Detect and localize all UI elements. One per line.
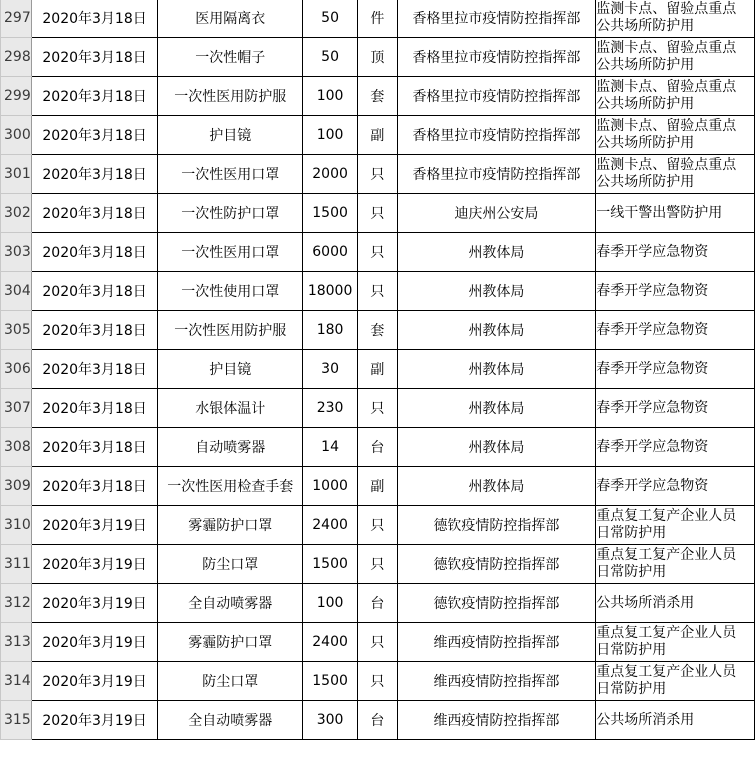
purpose-line: 监测卡点、留验点重点	[596, 79, 737, 95]
table-row	[1, 77, 755, 116]
quantity-cell[interactable]: 180	[303, 311, 358, 350]
row-number[interactable]: 314	[1, 662, 32, 701]
row-number[interactable]: 301	[1, 155, 32, 194]
purpose-line: 日常防护用	[596, 642, 667, 658]
quantity-cell[interactable]: 14	[303, 428, 358, 467]
item-cell[interactable]: 一次性医用检查手套	[158, 467, 303, 506]
purpose-cell[interactable]	[596, 38, 755, 77]
table-row	[1, 311, 755, 350]
item-cell[interactable]: 全自动喷雾器	[158, 701, 303, 740]
purpose-line: 春季开学应急物资	[596, 477, 709, 494]
quantity-cell[interactable]: 1500	[303, 545, 358, 584]
table-row	[1, 194, 755, 233]
item-cell[interactable]: 一次性医用口罩	[158, 155, 303, 194]
recipient-cell[interactable]: 维西疫情防控指挥部	[397, 701, 596, 740]
row-number[interactable]: 310	[1, 506, 32, 545]
purpose-line: 日常防护用	[596, 564, 667, 580]
quantity-cell[interactable]: 2000	[303, 155, 358, 194]
unit-cell[interactable]: 只	[358, 155, 398, 194]
date-cell[interactable]: 2020年3月18日	[31, 428, 158, 467]
item-cell[interactable]: 全自动喷雾器	[158, 584, 303, 623]
item-cell[interactable]: 一次性医用防护服	[158, 311, 303, 350]
date-cell[interactable]: 2020年3月18日	[31, 350, 158, 389]
row-number[interactable]: 306	[1, 350, 32, 389]
recipient-cell[interactable]: 香格里拉市疫情防控指挥部	[397, 155, 596, 194]
date-cell[interactable]: 2020年3月18日	[31, 311, 158, 350]
purpose-line: 春季开学应急物资	[596, 243, 709, 260]
unit-cell[interactable]: 只	[358, 545, 398, 584]
recipient-cell[interactable]: 州教体局	[397, 311, 596, 350]
quantity-cell[interactable]: 1500	[303, 194, 358, 233]
purpose-line: 日常防护用	[596, 525, 667, 541]
purpose-cell[interactable]	[596, 233, 755, 272]
unit-cell[interactable]: 台	[358, 428, 398, 467]
row-number[interactable]: 303	[1, 233, 32, 272]
row-number[interactable]: 300	[1, 116, 32, 155]
table-row	[1, 272, 755, 311]
purpose-line: 公共场所防护用	[596, 135, 695, 151]
item-cell[interactable]: 防尘口罩	[158, 545, 303, 584]
row-number[interactable]: 299	[1, 77, 32, 116]
purpose-line: 春季开学应急物资	[596, 321, 709, 338]
purpose-cell[interactable]	[596, 701, 755, 740]
recipient-cell[interactable]: 迪庆州公安局	[397, 194, 596, 233]
item-cell[interactable]: 雾霾防护口罩	[158, 623, 303, 662]
purpose-cell[interactable]	[596, 584, 755, 623]
unit-cell[interactable]: 副	[358, 350, 398, 389]
purpose-line: 监测卡点、留验点重点	[596, 1, 737, 17]
recipient-cell[interactable]: 州教体局	[397, 389, 596, 428]
quantity-cell[interactable]: 18000	[303, 272, 358, 311]
quantity-cell[interactable]: 30	[303, 350, 358, 389]
unit-cell[interactable]: 件	[358, 0, 398, 38]
item-cell[interactable]: 一次性帽子	[158, 38, 303, 77]
item-cell[interactable]: 医用隔离衣	[158, 0, 303, 38]
table-row	[1, 233, 755, 272]
purpose-cell[interactable]	[596, 350, 755, 389]
date-cell[interactable]: 2020年3月19日	[31, 662, 158, 701]
quantity-cell[interactable]: 6000	[303, 233, 358, 272]
item-cell[interactable]: 护目镜	[158, 350, 303, 389]
date-cell[interactable]: 2020年3月18日	[31, 194, 158, 233]
unit-cell[interactable]: 只	[358, 233, 398, 272]
purpose-cell[interactable]	[596, 155, 755, 194]
date-cell[interactable]: 2020年3月18日	[31, 467, 158, 506]
date-cell[interactable]: 2020年3月19日	[31, 506, 158, 545]
unit-cell[interactable]: 只	[358, 272, 398, 311]
purpose-cell[interactable]	[596, 662, 755, 701]
row-number[interactable]: 309	[1, 467, 32, 506]
item-cell[interactable]: 水银体温计	[158, 389, 303, 428]
table-row	[1, 428, 755, 467]
purpose-cell[interactable]	[596, 428, 755, 467]
purpose-line: 春季开学应急物资	[596, 438, 709, 455]
purpose-line: 公共场所防护用	[596, 18, 695, 34]
recipient-cell[interactable]: 德钦疫情防控指挥部	[397, 545, 596, 584]
date-cell[interactable]: 2020年3月18日	[31, 0, 158, 38]
purpose-cell[interactable]	[596, 272, 755, 311]
table-row	[1, 662, 755, 701]
date-cell[interactable]: 2020年3月18日	[31, 38, 158, 77]
purpose-cell[interactable]	[596, 77, 755, 116]
purpose-cell[interactable]	[596, 623, 755, 662]
recipient-cell[interactable]: 香格里拉市疫情防控指挥部	[397, 116, 596, 155]
unit-cell[interactable]: 只	[358, 506, 398, 545]
row-number[interactable]: 315	[1, 701, 32, 740]
purpose-cell[interactable]	[596, 194, 755, 233]
purpose-line: 春季开学应急物资	[596, 282, 709, 299]
purpose-line: 监测卡点、留验点重点	[596, 40, 737, 56]
table-row	[1, 350, 755, 389]
date-cell[interactable]: 2020年3月18日	[31, 77, 158, 116]
row-number[interactable]: 305	[1, 311, 32, 350]
purpose-cell[interactable]	[596, 389, 755, 428]
purpose-line: 公共场所防护用	[596, 96, 695, 112]
purpose-line: 重点复工复产企业人员	[596, 508, 737, 524]
row-number[interactable]: 312	[1, 584, 32, 623]
purpose-line: 重点复工复产企业人员	[596, 625, 737, 641]
purpose-cell[interactable]	[596, 116, 755, 155]
recipient-cell[interactable]: 州教体局	[397, 350, 596, 389]
unit-cell[interactable]: 副	[358, 116, 398, 155]
row-number[interactable]: 304	[1, 272, 32, 311]
purpose-line: 监测卡点、留验点重点	[596, 118, 737, 134]
purpose-line: 重点复工复产企业人员	[596, 664, 737, 680]
purpose-cell[interactable]	[596, 506, 755, 545]
purpose-line: 监测卡点、留验点重点	[596, 157, 737, 173]
quantity-cell[interactable]: 300	[303, 701, 358, 740]
unit-cell[interactable]: 只	[358, 662, 398, 701]
purpose-cell[interactable]	[596, 545, 755, 584]
date-cell[interactable]: 2020年3月18日	[31, 272, 158, 311]
recipient-cell[interactable]: 香格里拉市疫情防控指挥部	[397, 38, 596, 77]
table-row	[1, 116, 755, 155]
quantity-cell[interactable]: 1000	[303, 467, 358, 506]
row-number[interactable]: 311	[1, 545, 32, 584]
item-cell[interactable]: 雾霾防护口罩	[158, 506, 303, 545]
unit-cell[interactable]: 只	[358, 389, 398, 428]
table-row	[1, 701, 755, 740]
recipient-cell[interactable]: 州教体局	[397, 428, 596, 467]
recipient-cell[interactable]: 维西疫情防控指挥部	[397, 662, 596, 701]
purpose-line: 春季开学应急物资	[596, 360, 709, 377]
unit-cell[interactable]: 套	[358, 311, 398, 350]
table-row	[1, 623, 755, 662]
unit-cell[interactable]: 副	[358, 467, 398, 506]
unit-cell[interactable]: 套	[358, 77, 398, 116]
table-row	[1, 389, 755, 428]
date-cell[interactable]: 2020年3月18日	[31, 155, 158, 194]
purpose-line: 公共场所防护用	[596, 57, 695, 73]
item-cell[interactable]: 一次性防护口罩	[158, 194, 303, 233]
quantity-cell[interactable]: 2400	[303, 506, 358, 545]
row-number[interactable]: 307	[1, 389, 32, 428]
date-cell[interactable]: 2020年3月18日	[31, 116, 158, 155]
quantity-cell[interactable]: 50	[303, 38, 358, 77]
table-row	[1, 467, 755, 506]
row-number[interactable]: 308	[1, 428, 32, 467]
recipient-cell[interactable]: 州教体局	[397, 467, 596, 506]
purpose-cell[interactable]	[596, 0, 755, 38]
recipient-cell[interactable]: 德钦疫情防控指挥部	[397, 506, 596, 545]
date-cell[interactable]: 2020年3月19日	[31, 701, 158, 740]
quantity-cell[interactable]: 2400	[303, 623, 358, 662]
unit-cell[interactable]: 只	[358, 623, 398, 662]
purpose-line: 公共场所消杀用	[596, 594, 695, 611]
unit-cell[interactable]: 台	[358, 584, 398, 623]
table-row	[1, 38, 755, 77]
recipient-cell[interactable]: 德钦疫情防控指挥部	[397, 584, 596, 623]
recipient-cell[interactable]: 州教体局	[397, 272, 596, 311]
purpose-line: 日常防护用	[596, 681, 667, 697]
recipient-cell[interactable]: 香格里拉市疫情防控指挥部	[397, 0, 596, 38]
quantity-cell[interactable]: 100	[303, 77, 358, 116]
purpose-line: 一线干警出警防护用	[596, 204, 723, 221]
table-body	[1, 0, 755, 740]
quantity-cell[interactable]: 50	[303, 0, 358, 38]
table-row	[1, 506, 755, 545]
table-row	[1, 155, 755, 194]
row-number[interactable]: 297	[1, 0, 32, 38]
recipient-cell[interactable]: 维西疫情防控指挥部	[397, 623, 596, 662]
quantity-cell[interactable]: 1500	[303, 662, 358, 701]
row-number[interactable]: 313	[1, 623, 32, 662]
item-cell[interactable]: 自动喷雾器	[158, 428, 303, 467]
purpose-cell[interactable]	[596, 467, 755, 506]
table-row	[1, 545, 755, 584]
unit-cell[interactable]: 顶	[358, 38, 398, 77]
quantity-cell[interactable]: 100	[303, 584, 358, 623]
row-number[interactable]: 298	[1, 38, 32, 77]
purpose-line: 公共场所消杀用	[596, 711, 695, 728]
purpose-line: 重点复工复产企业人员	[596, 547, 737, 563]
date-cell[interactable]: 2020年3月19日	[31, 623, 158, 662]
item-cell[interactable]: 防尘口罩	[158, 662, 303, 701]
date-cell[interactable]: 2020年3月19日	[31, 545, 158, 584]
table-row	[1, 0, 755, 38]
unit-cell[interactable]: 台	[358, 701, 398, 740]
quantity-cell[interactable]: 230	[303, 389, 358, 428]
purpose-cell[interactable]	[596, 311, 755, 350]
item-cell[interactable]: 一次性医用防护服	[158, 77, 303, 116]
recipient-cell[interactable]: 州教体局	[397, 233, 596, 272]
purpose-line: 春季开学应急物资	[596, 399, 709, 416]
recipient-cell[interactable]: 香格里拉市疫情防控指挥部	[397, 77, 596, 116]
purpose-line: 公共场所防护用	[596, 174, 695, 190]
unit-cell[interactable]: 只	[358, 194, 398, 233]
item-cell[interactable]: 一次性医用口罩	[158, 233, 303, 272]
item-cell[interactable]: 护目镜	[158, 116, 303, 155]
quantity-cell[interactable]: 100	[303, 116, 358, 155]
table-row	[1, 584, 755, 623]
date-cell[interactable]: 2020年3月18日	[31, 233, 158, 272]
date-cell[interactable]: 2020年3月18日	[31, 389, 158, 428]
row-number[interactable]: 302	[1, 194, 32, 233]
date-cell[interactable]: 2020年3月19日	[31, 584, 158, 623]
item-cell[interactable]: 一次性使用口罩	[158, 272, 303, 311]
